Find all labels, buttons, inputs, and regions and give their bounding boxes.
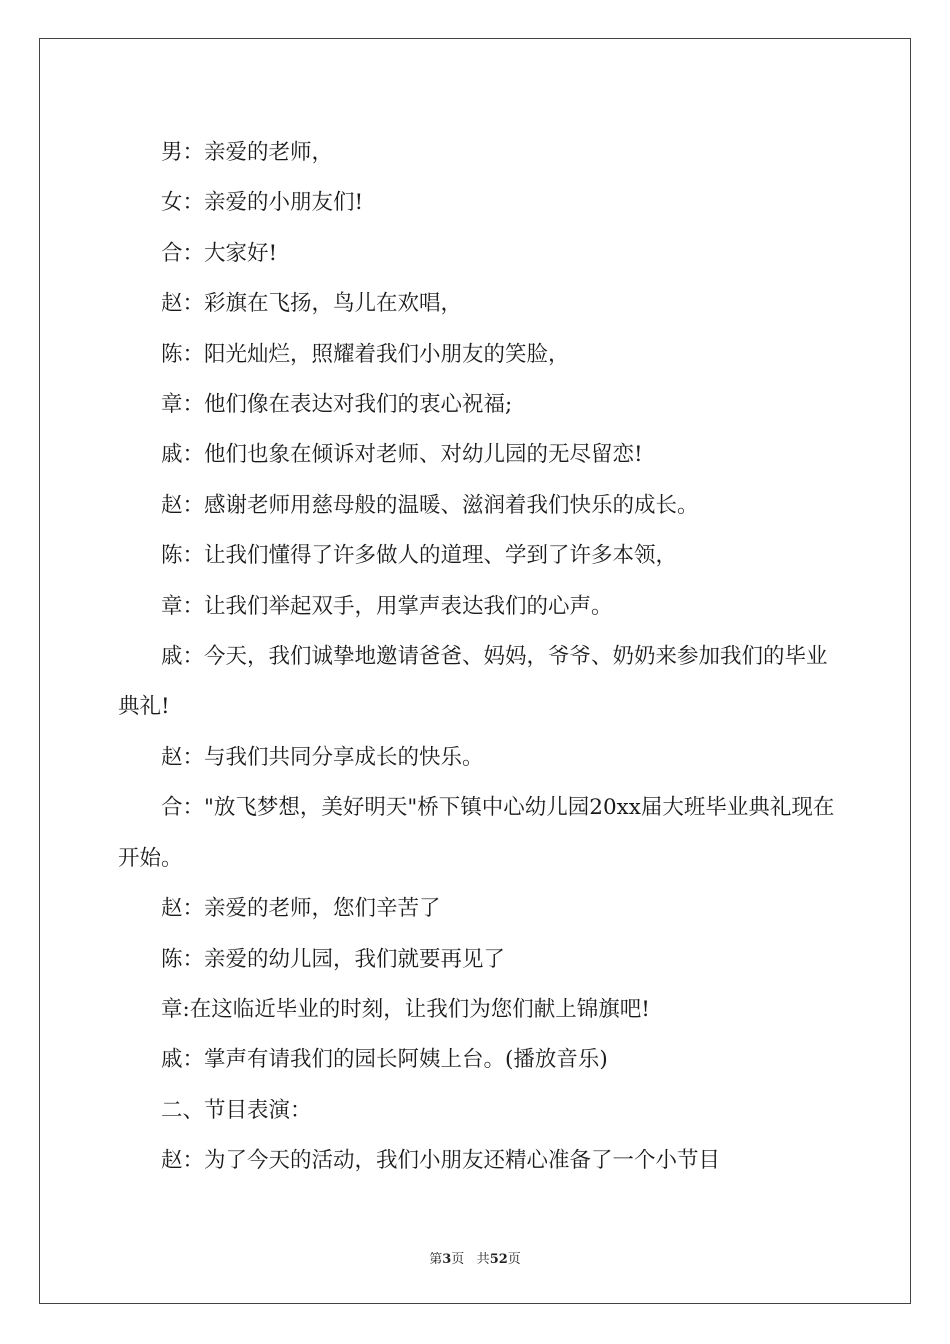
paragraph: 赵：亲爱的老师，您们辛苦了 — [161, 896, 441, 922]
footer-total-suffix: 页 — [507, 1252, 521, 1267]
paragraph: 二、节目表演： — [161, 1097, 312, 1123]
paragraph: 赵：为了今天的活动，我们小朋友还精心准备了一个小节目 — [161, 1148, 721, 1174]
paragraph: 戚：今天，我们诚挚地邀请爸爸、妈妈，爷爷、奶奶来参加我们的毕业典礼! — [118, 644, 828, 720]
page-footer — [0, 1248, 950, 1267]
footer-page-suffix: 页 — [451, 1252, 465, 1267]
footer-prefix: 第 — [429, 1252, 443, 1267]
paragraph: 女：亲爱的小朋友们! — [161, 190, 364, 216]
current-page-number: 3 — [442, 1252, 452, 1267]
total-page-count: 52 — [489, 1252, 508, 1267]
paragraph: 章：他们像在表达对我们的衷心祝福; — [161, 392, 513, 418]
paragraph: 合：大家好! — [161, 240, 278, 266]
document-body — [118, 128, 838, 1187]
paragraph: 戚：掌声有请我们的园长阿姨上台。(播放音乐) — [161, 1047, 608, 1073]
paragraph: 陈：亲爱的幼儿园，我们就要再见了 — [161, 946, 506, 972]
paragraph: 赵：感谢老师用慈母般的温暖、滋润着我们快乐的成长。 — [161, 492, 699, 518]
paragraph: 合："放飞梦想，美好明天"桥下镇中心幼儿园20xx届大班毕业典礼现在开始。 — [118, 795, 835, 871]
footer-total-prefix: 共 — [476, 1252, 490, 1267]
paragraph: 赵：与我们共同分享成长的快乐。 — [161, 744, 484, 770]
paragraph: 陈：阳光灿烂，照耀着我们小朋友的笑脸， — [161, 341, 570, 367]
paragraph: 赵：彩旗在飞扬，鸟儿在欢唱， — [161, 291, 463, 317]
paragraph: 陈：让我们懂得了许多做人的道理、学到了许多本领， — [161, 543, 678, 569]
paragraph: 男：亲爱的老师， — [161, 140, 334, 165]
paragraph: 戚：他们也象在倾诉对老师、对幼儿园的无尽留恋! — [161, 442, 643, 468]
paragraph: 章：让我们举起双手，用掌声表达我们的心声。 — [161, 593, 613, 619]
paragraph: 章:在这临近毕业的时刻，让我们为您们献上锦旗吧! — [161, 996, 650, 1022]
